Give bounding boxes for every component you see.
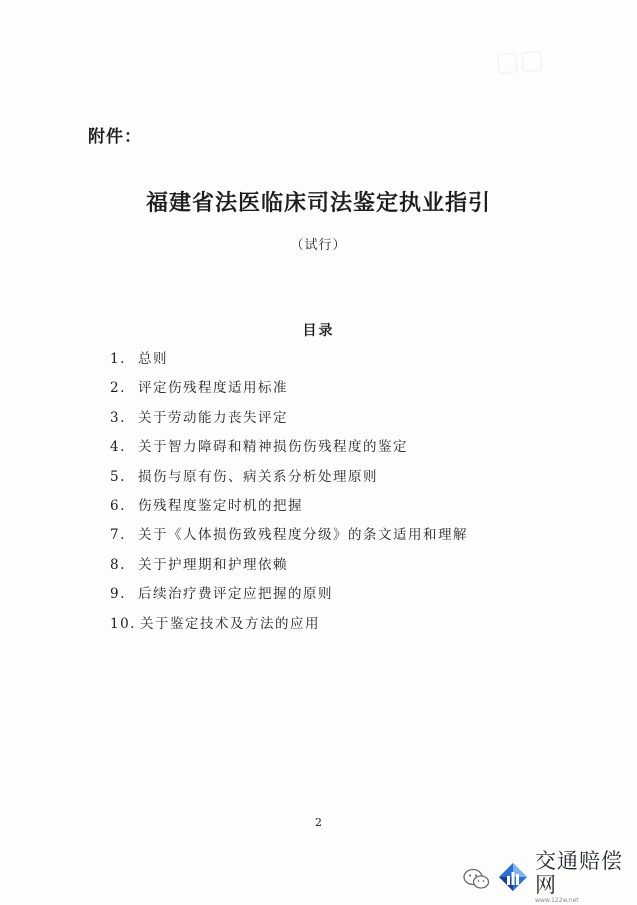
toc-item-text: 后续治疗费评定应把握的原则 xyxy=(138,586,333,603)
toc-item xyxy=(110,521,468,550)
page-number: 2 xyxy=(315,816,322,829)
watermark-text xyxy=(535,849,637,905)
toc-item xyxy=(110,345,468,374)
toc-item-text: 损伤与原有伤、病关系分析处理原则 xyxy=(138,468,378,485)
toc-item-number: 4. xyxy=(110,439,126,456)
document-title: 福建省法医临床司法鉴定执业指引 xyxy=(145,191,491,216)
toc-item-number: 9. xyxy=(110,586,126,603)
toc-item-number: 8. xyxy=(110,556,126,573)
toc-item xyxy=(110,463,468,492)
toc-item-number: 10. xyxy=(110,615,136,632)
toc-item-number: 3. xyxy=(110,409,126,426)
document-subtitle: （试行） xyxy=(290,238,347,253)
bar-chart-logo-icon xyxy=(497,861,529,893)
wechat-icon xyxy=(463,868,491,894)
table-of-contents xyxy=(110,345,468,639)
toc-item xyxy=(110,492,468,521)
site-watermark xyxy=(497,849,637,904)
toc-item xyxy=(110,551,468,580)
toc-item-text: 关于护理期和护理依赖 xyxy=(138,556,288,573)
toc-item-text: 伤残程度鉴定时机的把握 xyxy=(138,497,303,514)
toc-item-text: 关于劳动能力丧失评定 xyxy=(138,409,288,426)
toc-item xyxy=(110,580,468,609)
toc-item xyxy=(110,433,468,462)
toc-item-number: 5. xyxy=(110,468,126,485)
watermark-url: www.122w.net xyxy=(535,897,579,904)
toc-item-text: 关于鉴定技术及方法的应用 xyxy=(139,615,320,632)
toc-item-number: 6. xyxy=(110,497,126,514)
toc-item-number: 7. xyxy=(110,527,126,544)
toc-item-text: 关于《人体损伤致残程度分级》的条文适用和理解 xyxy=(138,527,468,544)
toc-item-text: 总则 xyxy=(138,351,168,367)
toc-item-text: 关于智力障碍和精神损伤伤残程度的鉴定 xyxy=(138,439,408,456)
toc-item xyxy=(110,404,468,433)
toc-heading: 目录 xyxy=(302,323,335,339)
toc-item-number: 2. xyxy=(110,380,126,397)
faint-stamp-mark: ▢▢ xyxy=(494,44,546,78)
toc-item xyxy=(110,610,468,639)
watermark-title: 交通赔偿网 xyxy=(535,849,623,897)
attachment-label: 附件： xyxy=(88,127,142,147)
toc-item-number: 1. xyxy=(110,351,126,367)
toc-item xyxy=(110,374,468,403)
toc-item-text: 评定伤残程度适用标准 xyxy=(138,380,288,397)
